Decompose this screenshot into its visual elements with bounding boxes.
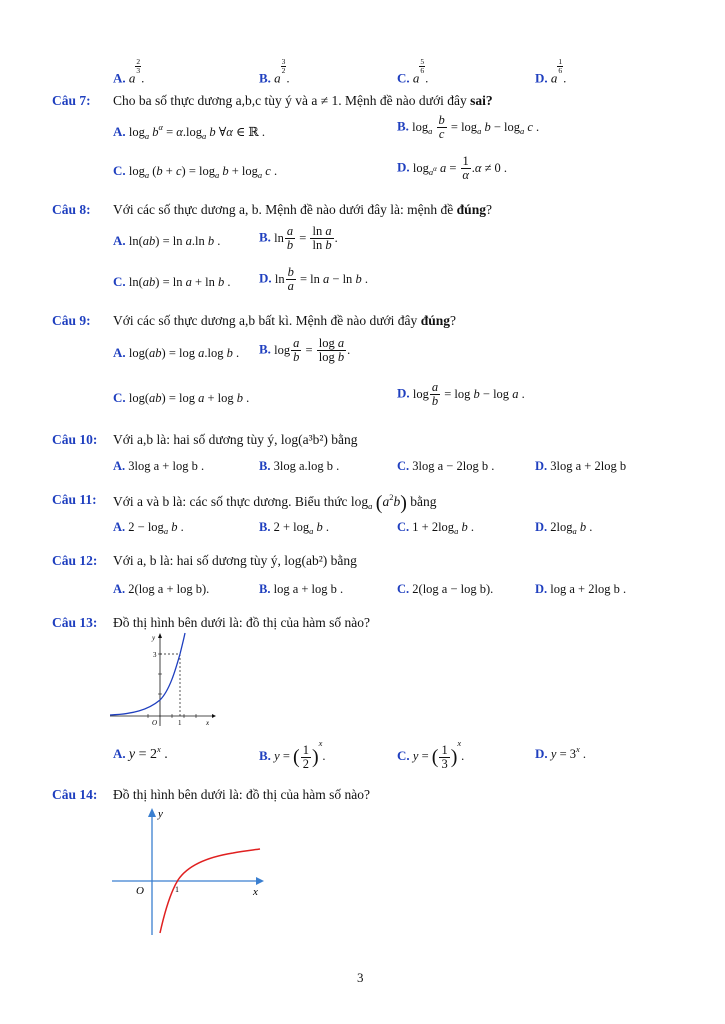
q6-option-b: B. a $\frac{3}{2}$ . [259, 57, 290, 86]
q10-option-c: C. 3log a − 2log b . [397, 459, 495, 473]
q13-tick-x-label: 1 [178, 719, 182, 727]
q12-option-a: A. 2(log a + log b). [113, 582, 210, 596]
q8-option-d: D. ln $\frac{b}{a}$ = ln a − ln b . [259, 265, 368, 294]
q13-option-d: D. $y = 3^x$ . [535, 744, 587, 761]
q7-option-c: C. $\log_a (b + c) = \log_a b + \log_a c$ . [113, 163, 278, 180]
q9-option-c: C. log(ab) = log a + log b . [113, 390, 250, 405]
q11-option-d: D. $2\log_a$ b . [535, 520, 593, 536]
q12-stem: Với a, b là: hai số dương tùy ý, log(ab²) bằng [113, 553, 357, 568]
q13-graph [108, 630, 218, 730]
q14-y-arrow-icon [148, 808, 156, 817]
q13-x-label: x [206, 719, 210, 727]
q7-option-d: D. $\log_{a^\alpha} a$ = $\frac{1}{\alpha}$ .α ≠ 0 . [397, 154, 508, 183]
q9-stem: Với các số thực dương a,b bất kì. Mệnh đề nào dưới đây đúng? [113, 313, 456, 328]
q14-label: Câu 14: [52, 787, 98, 802]
q11-stem: Với a và b là: các số thực dương. Biểu thức $\log_a (a^2b)$ bằng [113, 492, 437, 514]
q14-y-label: y [158, 808, 163, 820]
q13-origin-label: O [152, 719, 158, 727]
q11-option-c: C. $1 + 2\log_a$ b . [397, 520, 474, 536]
q14-x-arrow-icon [256, 877, 264, 885]
q14-graph [108, 805, 268, 940]
q8-option-b: B. ln $\frac{a}{b}$ = $\frac{\text{ln a}}{\text{ln b}}$ . [259, 224, 338, 253]
q7-option-b: B. $\log_a$ $\frac{b}{c}$ = $\log_a b - \log_a c$ . [397, 113, 540, 142]
q10-option-a: A. 3log a + log b . [113, 459, 205, 473]
q13-stem: Đồ thị hình bên dưới là: đồ thị của hàm số nào? [113, 615, 371, 630]
q8-option-a: A. ln(ab) = ln a.ln b . [113, 233, 221, 248]
q14-tick-x-label: 1 [175, 885, 179, 894]
q6-option-c: C. a $\frac{5}{6}$ . [397, 57, 429, 86]
page-number: 3 [357, 970, 364, 985]
q12-option-c: C. 2(log a − log b). [397, 582, 494, 596]
q7-label: Câu 7: [52, 93, 91, 108]
q11-label: Câu 11: [52, 492, 97, 507]
q12-label: Câu 12: [52, 553, 98, 568]
q8-option-c: C. ln(ab) = ln a + ln b . [113, 274, 231, 289]
q10-stem: Với a,b là: hai số dương tùy ý, log(a³b²) bằng [113, 432, 358, 447]
q10-option-b: B. 3log a.log b . [259, 459, 340, 473]
q14-origin-label: O [136, 885, 144, 897]
q14-stem: Đồ thị hình bên dưới là: đồ thị của hàm số nào? [113, 787, 371, 802]
q12-option-b: B. log a + log b . [259, 582, 344, 596]
q7-stem: Cho ba số thực dương a,b,c tùy ý và a ≠ 1. Mệnh đề nào dưới đây sai? [113, 93, 493, 108]
q13-x-arrow-icon [212, 714, 216, 718]
q10-option-d: D. 3log a + 2log b [535, 459, 627, 473]
q13-y-label: y [152, 634, 156, 642]
q8-label: Câu 8: [52, 202, 91, 217]
q13-option-a: A. $y = 2^x$ . [113, 744, 168, 762]
q13-y-arrow-icon [158, 633, 162, 638]
q13-option-b: B. y = ( $\frac{1}{2}$ )$^x$. [259, 738, 326, 771]
q14-x-label: x [253, 886, 258, 898]
q12-option-d: D. log a + 2log b . [535, 582, 627, 596]
q11-option-a: A. $2 - \log_a b$ . [113, 520, 184, 536]
q9-option-a: A. log(ab) = log a.log b . [113, 345, 240, 360]
q6-option-d: D. a $\frac{1}{6}$ . [535, 57, 567, 86]
q13-option-c: C. y = ( $\frac{1}{3}$ )$^x$. [397, 738, 465, 771]
q10-label: Câu 10: [52, 432, 98, 447]
q8-stem: Với các số thực dương a, b. Mệnh đề nào dưới đây là: mệnh đề đúng? [113, 202, 492, 217]
q6-option-a: A. a $\frac{2}{3}$ . [113, 57, 145, 86]
q13-tick-y-label: 3 [153, 651, 157, 659]
q11-option-b: B. $2 + \log_a b$ . [259, 520, 329, 536]
q13-label: Câu 13: [52, 615, 98, 630]
q7-option-a: A. $\log_a b^\alpha = \alpha.\log_a$ b ∀α ∈ ℝ . [113, 122, 265, 141]
q9-option-d: D. log $\frac{a}{b}$ = log b − log a . [397, 380, 525, 409]
q9-label: Câu 9: [52, 313, 91, 328]
q13-curve [110, 633, 185, 715]
q9-option-b: B. log $\frac{a}{b}$ = $\frac{\text{log a}}{\text{log b}}$ . [259, 336, 351, 365]
